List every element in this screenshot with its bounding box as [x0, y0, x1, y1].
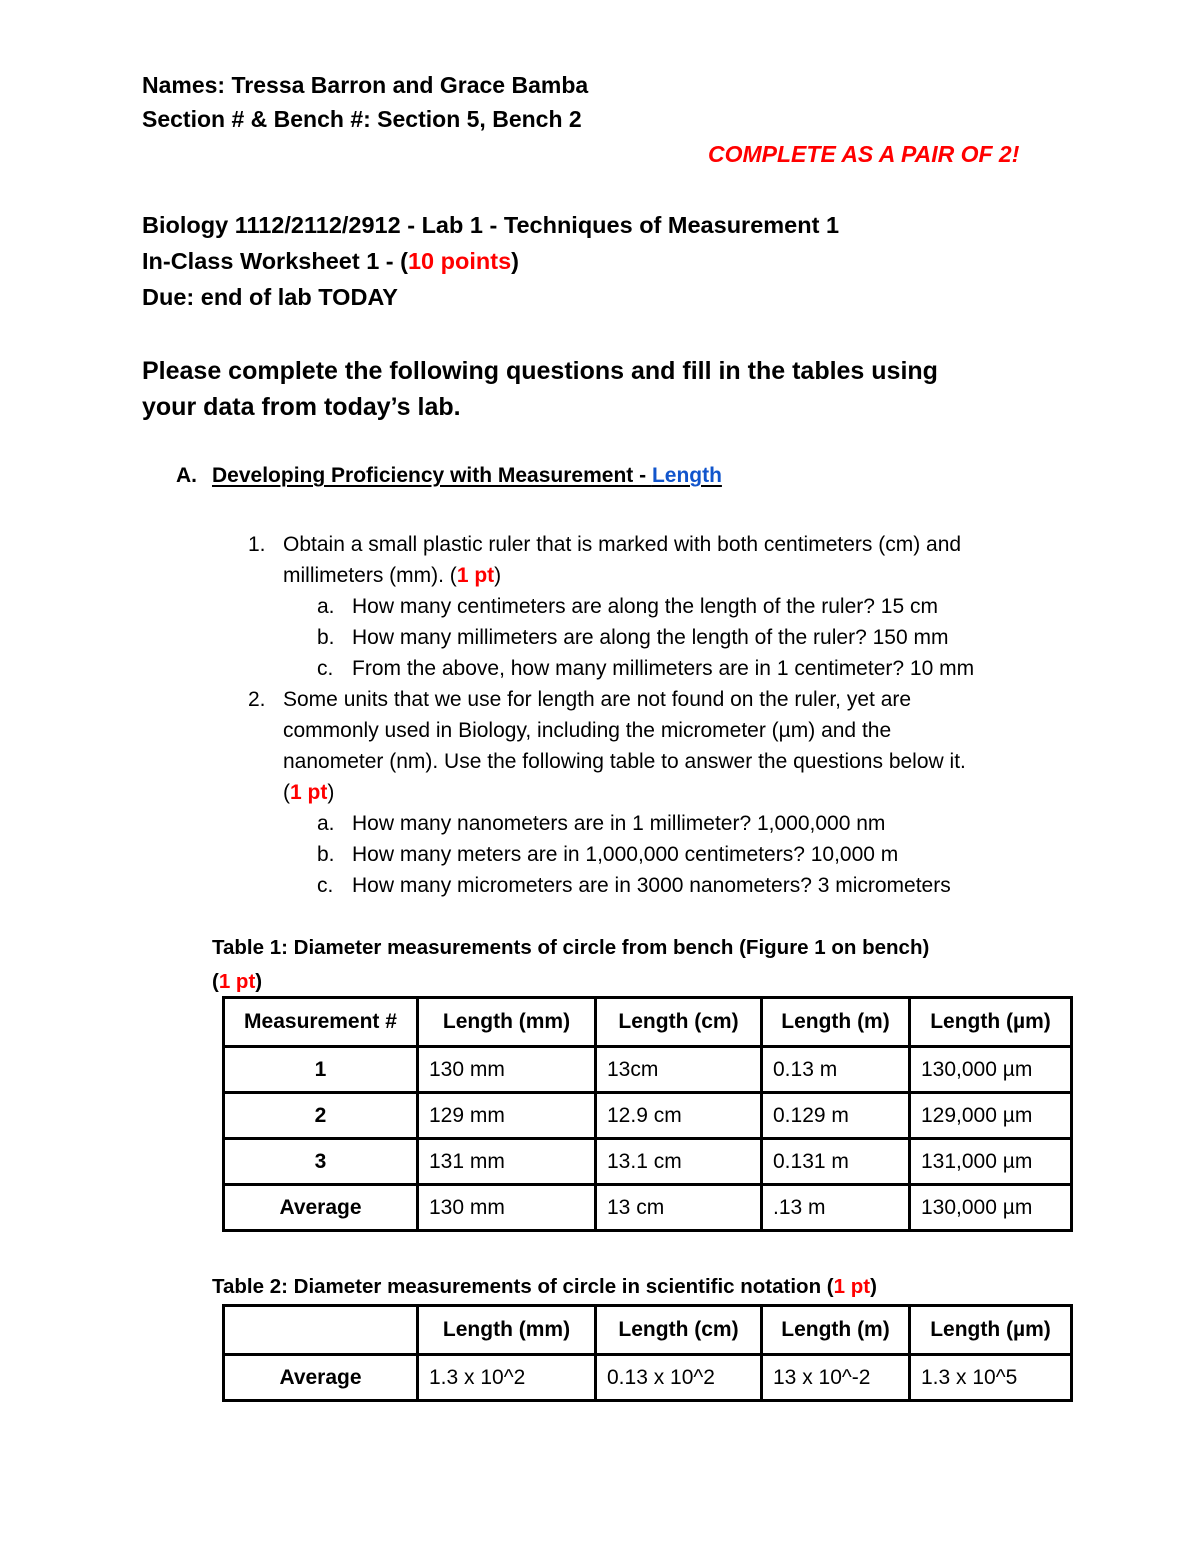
q1-line-2-text: millimeters (mm). ( — [283, 564, 457, 587]
q2-line-2: commonly used in Biology, including the micrometer (µm) and the — [283, 719, 892, 742]
header-cell: Length (mm) — [418, 1306, 596, 1355]
section-line — [142, 106, 582, 133]
section-a-heading — [212, 464, 722, 488]
q2-points: 1 pt — [290, 781, 328, 804]
table1-points-open: ( — [212, 970, 219, 993]
row-label: Average — [224, 1355, 418, 1401]
worksheet-title — [142, 248, 519, 275]
q1-points: 1 pt — [456, 564, 495, 587]
table-header-row — [224, 1306, 1072, 1355]
table-cell: 130,000 µm — [910, 1185, 1072, 1231]
q1-number: 1. — [248, 533, 266, 556]
due-line: Due: end of lab TODAY — [142, 284, 398, 310]
table-cell: 13.1 cm — [596, 1139, 762, 1185]
q1-line-2-close: ) — [494, 564, 502, 587]
table-cell: 0.129 m — [762, 1093, 910, 1139]
row-label: Average — [224, 1185, 418, 1231]
length-link[interactable]: Length — [651, 464, 722, 487]
table-row — [224, 1139, 1072, 1185]
table-cell: 13 x 10^-2 — [762, 1355, 910, 1401]
row-label: 1 — [224, 1047, 418, 1093]
header-cell: Length (cm) — [596, 998, 762, 1047]
instructions-line-2: your data from today’s lab. — [142, 393, 461, 421]
table-cell: 130,000 µm — [910, 1047, 1072, 1093]
row-label: 3 — [224, 1139, 418, 1185]
table-cell: 130 mm — [418, 1047, 596, 1093]
q2c-letter: c. — [317, 874, 334, 897]
table-cell: 13cm — [596, 1047, 762, 1093]
table1-points-close: ) — [255, 970, 263, 993]
q2-line-4-close: ) — [327, 781, 335, 804]
q2-line-3: nanometer (nm). Use the following table to answer the questions below it. — [283, 750, 966, 773]
course-title: Biology 1112/2112/2912 - Lab 1 - Techniques of Measurement 1 — [142, 212, 840, 238]
worksheet-points: 10 points — [407, 248, 512, 274]
header-cell: Length (m) — [762, 998, 910, 1047]
table-row — [224, 1185, 1072, 1231]
table-cell: 1.3 x 10^2 — [418, 1355, 596, 1401]
q1c-letter: c. — [317, 657, 334, 680]
q1a-text: How many centimeters are along the length of the ruler? 15 cm — [352, 595, 938, 618]
header-cell: Measurement # — [224, 998, 418, 1047]
section-label: Section # & Bench #: — [142, 106, 371, 132]
table-cell: 0.13 x 10^2 — [596, 1355, 762, 1401]
table-cell: 13 cm — [596, 1185, 762, 1231]
table-cell: 1.3 x 10^5 — [910, 1355, 1072, 1401]
names-label: Names: — [142, 72, 226, 98]
header-cell: Length (mm) — [418, 998, 596, 1047]
names-line — [142, 72, 588, 99]
table-row — [224, 1047, 1072, 1093]
q1-line-1: Obtain a small plastic ruler that is marked with both centimeters (cm) and — [283, 533, 962, 556]
table-cell: 130 mm — [418, 1185, 596, 1231]
scientific-notation-table — [222, 1304, 1073, 1402]
table2-caption-text: Table 2: Diameter measurements of circle in scientific notation ( — [212, 1275, 834, 1298]
table-cell: 0.13 m — [762, 1047, 910, 1093]
table1-points: 1 pt — [218, 970, 256, 993]
row-label: 2 — [224, 1093, 418, 1139]
header-cell: Length (cm) — [596, 1306, 762, 1355]
table-cell: 131,000 µm — [910, 1139, 1072, 1185]
q1a-letter: a. — [317, 595, 335, 618]
table-cell: .13 m — [762, 1185, 910, 1231]
q2-line-4 — [283, 781, 334, 805]
table2-caption — [212, 1275, 877, 1299]
instructions-line-1: Please complete the following questions and fill in the tables using — [142, 357, 938, 385]
header-cell: Length (m) — [762, 1306, 910, 1355]
table-cell: 129,000 µm — [910, 1093, 1072, 1139]
diameter-table — [222, 996, 1073, 1232]
q1c-text: From the above, how many millimeters are in 1 centimeter? 10 mm — [352, 657, 975, 680]
table1-caption: Table 1: Diameter measurements of circle from bench (Figure 1 on bench) — [212, 936, 930, 959]
header-cell — [224, 1306, 418, 1355]
table2-caption-close: ) — [870, 1275, 877, 1298]
table-row — [224, 1093, 1072, 1139]
section-a-heading-text: Developing Proficiency with Measurement - — [212, 464, 652, 487]
worksheet-title-text: In-Class Worksheet 1 - ( — [142, 248, 408, 274]
q2c-text: How many micrometers are in 3000 nanometers? 3 micrometers — [352, 874, 951, 897]
table-cell: 0.131 m — [762, 1139, 910, 1185]
table-cell: 12.9 cm — [596, 1093, 762, 1139]
section-value: Section 5, Bench 2 — [377, 106, 582, 132]
q1-line-2 — [283, 564, 501, 588]
table1-points-line — [212, 970, 262, 994]
header-cell: Length (µm) — [910, 998, 1072, 1047]
q2-line-4-open: ( — [283, 781, 290, 804]
q2-number: 2. — [248, 688, 266, 711]
q2-line-1: Some units that we use for length are not found on the ruler, yet are — [283, 688, 912, 711]
section-a-marker: A. — [176, 464, 197, 487]
worksheet-title-close: ) — [511, 248, 519, 274]
q2b-letter: b. — [317, 843, 335, 866]
table-row — [224, 1355, 1072, 1401]
q2a-text: How many nanometers are in 1 millimeter? 1,000,000 nm — [352, 812, 886, 835]
table-cell: 131 mm — [418, 1139, 596, 1185]
names-value: Tressa Barron and Grace Bamba — [231, 72, 589, 98]
q2b-text: How many meters are in 1,000,000 centimeters? 10,000 m — [352, 843, 899, 866]
table2-points: 1 pt — [833, 1275, 871, 1298]
q1b-letter: b. — [317, 626, 335, 649]
pair-notice: COMPLETE AS A PAIR OF 2! — [708, 141, 1020, 167]
header-cell: Length (µm) — [910, 1306, 1072, 1355]
table-cell: 129 mm — [418, 1093, 596, 1139]
q1b-text: How many millimeters are along the length of the ruler? 150 mm — [352, 626, 949, 649]
q2a-letter: a. — [317, 812, 335, 835]
table-header-row — [224, 998, 1072, 1047]
